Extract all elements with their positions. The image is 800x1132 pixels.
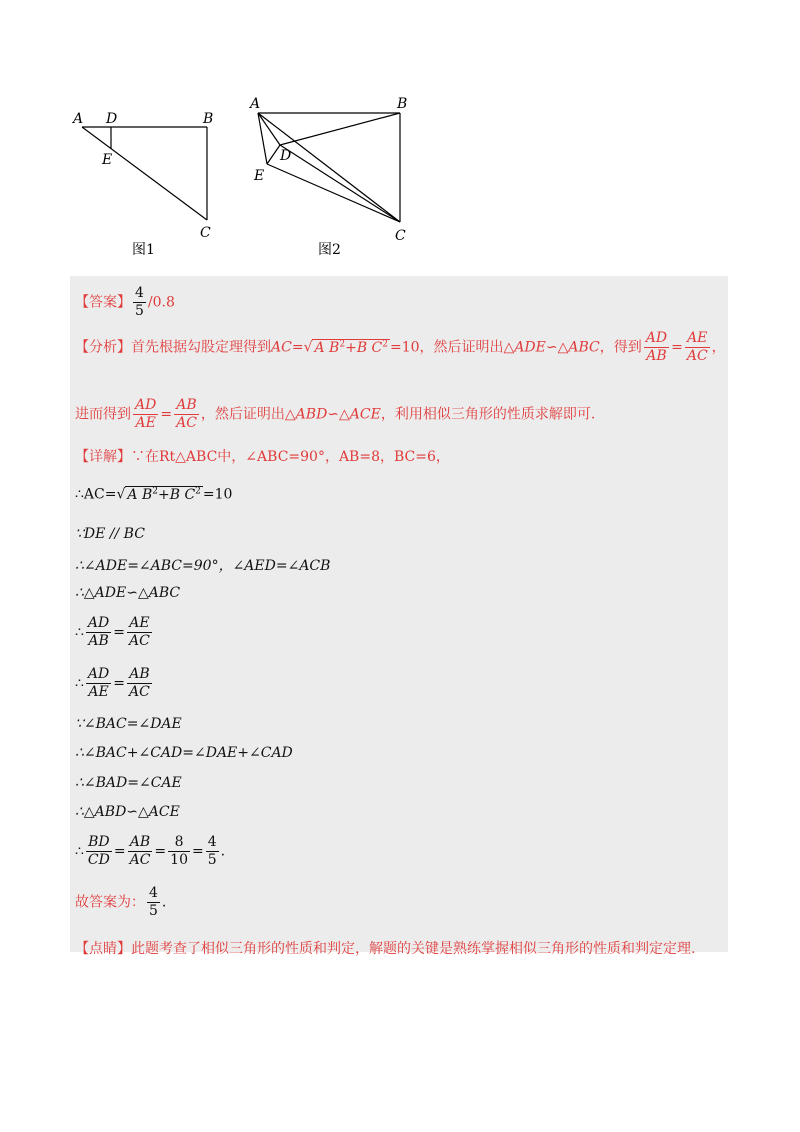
fig2-label-c: C [395,228,406,244]
fig2-label-d: D [280,148,292,164]
detail-line-9: ∴∠BAC+∠CAD=∠DAE+∠CAD [75,745,293,761]
final-answer-line: 故答案为： $\frac{4}{5}$ . [75,885,167,919]
detail-line-3: ∵DE // BC [75,526,145,542]
sqrt-expression: √ A $B^2+B$ $C^2$ [303,338,388,356]
detail-line-7: ∴ $\frac{AD}{AE}$ = $\frac{AB}{AC}$ [75,666,150,700]
answer-alt: /0.8 [147,294,175,311]
figure-1 [82,127,207,220]
answer-line [75,285,175,320]
detail-line-10: ∴∠BAD=∠CAE [75,775,182,791]
fig2-label-b: B [397,96,408,112]
fraction-ad-ab: $\frac{AD}{AB}$ [645,330,668,364]
fraction-ab-ac-2: $\frac{AB}{AC}$ [129,666,150,700]
final-fraction: $\frac{4}{5}$ [149,885,158,919]
fraction-ad-ae: $\frac{AD}{AE}$ [135,397,157,431]
detail-line-2: ∴AC=√ A $B^2+B$ $C^2 =10$ [75,486,233,503]
fraction-4-5: $\frac{4}{5}$ [207,834,217,868]
detail-line-5: ∴△ADE∽△ABC [75,585,181,601]
geometry-figures [60,90,440,270]
fig1-label-b: B [203,111,214,127]
detail-line-6: ∴ $\frac{AD}{AB}$ = $\frac{AE}{AC}$ [75,615,150,649]
fraction-ad-ab-2: $\frac{AD}{AB}$ [87,615,110,649]
analysis-line-2: 进而得到 $\frac{AD}{AE}$ = $\frac{AB}{AC}$ ，然后证明出△ABD∽△ACE，利用相似三角形的性质求解即可. [75,397,596,431]
answer-tag: 【答案】 [75,294,131,311]
detail-line-12: ∴ $\frac{BD}{CD}$ = $\frac{AB}{AC}$ = $\frac{8}{10}$ = $\frac{4}{5}$ . [75,834,226,868]
fraction-ad-ae-2: $\frac{AD}{AE}$ [87,666,110,700]
fig2-label-a: A [250,96,261,112]
fraction-ae-ac: $\frac{AE}{AC}$ [686,330,708,364]
fig2-caption: 图2 [318,242,341,258]
detail-line-11: ∴△ABD∽△ACE [75,804,180,820]
detail-line-4: ∴∠ADE=∠ABC=90°，∠AED=∠ACB [75,558,331,574]
detail-line-8: ∵∠BAC=∠DAE [75,716,182,732]
fig1-label-e: E [102,152,113,168]
fraction-ab-ac: $\frac{AB}{AC}$ [176,397,197,431]
fraction-8-10: $\frac{8}{10}$ [170,834,188,868]
answer-fraction: $\frac{4}{5}$ [135,285,144,319]
fig1-label-c: C [200,225,211,241]
fig1-caption: 图1 [132,242,155,258]
figures-svg [60,90,440,270]
analysis-tag: 【分析】 [75,339,131,356]
fraction-bd-cd: $\frac{BD}{CD}$ [87,834,110,868]
comment-line: 【点睛】此题考查了相似三角形的性质和判定，解题的关键是熟练掌握相似三角形的性质和判定定理. [75,941,696,957]
fig2-label-e: E [254,168,265,184]
fraction-ae-ac-2: $\frac{AE}{AC}$ [129,615,150,649]
fraction-ab-ac-3: $\frac{AB}{AC}$ [129,834,151,868]
fig1-label-d: D [106,111,118,127]
comment-tag: 【点睛】 [75,941,131,957]
figure-2 [258,113,400,222]
sqrt-expression-2: √ A $B^2+B$ $C^2$ [116,486,201,503]
analysis-line-1: 【分析】首先根据勾股定理得到AC=√ A $B^2+B$ $C^2 =10$，然后证明出△ADE∽△ABC，得到 $\frac{AD}{AB}$ = $\frac{AE}{AC}$ ， [75,330,726,364]
fig1-label-a: A [73,111,84,127]
detail-line-1: 【详解】∵在Rt△ABC中，∠ABC=90°，AB=8，BC=6， [75,449,450,465]
detail-tag: 【详解】 [75,449,131,465]
